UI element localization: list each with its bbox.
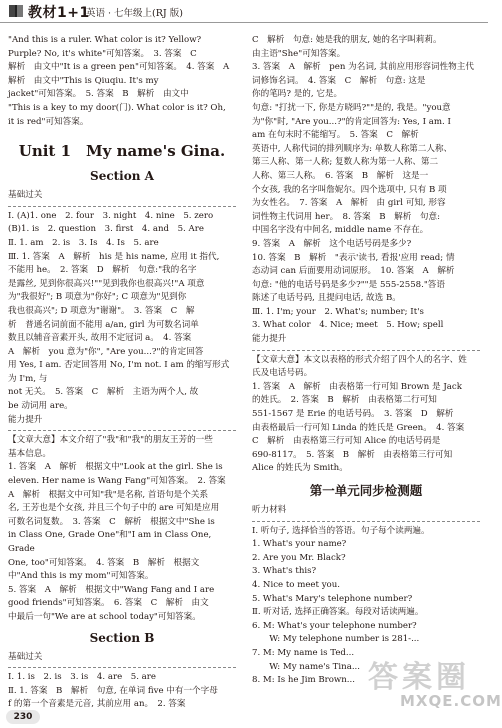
text-line: 7. M: My name is Ted... — [252, 647, 355, 658]
text-line: 3. What color 4. Nice; meet 5. How; spell — [252, 320, 444, 331]
subsection-label: 听力材料 — [252, 505, 287, 515]
text-line: 用 Yes, I am. 否定回答用 No, I'm not. I am 的缩写形式为 I'm, 与 — [8, 360, 230, 384]
test-title: 第一单元同步检测题 — [309, 483, 423, 498]
section-title: Section A — [90, 169, 154, 184]
section-title: Section B — [89, 630, 155, 645]
text-line: W: My telephone number is 281-... — [252, 634, 420, 645]
text-line: 中"And this is my mom"可知答案。 — [8, 571, 154, 582]
text-line: 为"你"时, "Are you...?"的肯定回答为: Yes, I am. I — [252, 116, 451, 127]
text-line: 析 普通名词前面不能用 a/an, girl 为可数名词单 — [8, 319, 199, 330]
text-line: 【文章大意】本文以表格的形式介绍了四个人的名字、姓 — [252, 354, 467, 365]
text-line: 1. 答案 A 解析 根据文中"Look at the girl. She is — [8, 462, 223, 473]
right-column — [252, 34, 480, 688]
text-line: 个女孩, 我的名字叫詹妮尔。四个选项中, 只有 B 项 — [252, 184, 447, 195]
text-line: am 在句末时不能缩写。 5. 答案 C 解析 — [252, 130, 419, 141]
text-line: Alice 的姓氏为 Smith。 — [252, 463, 348, 474]
text-line: 是露丝, 见到你很高兴!""见到我你也很高兴!"A 项意 — [8, 278, 205, 289]
text-line: 8. M: Is he Jim Brown... — [252, 675, 356, 686]
text-line: A 解析 you 意为"你", "Are you...?"的肯定回答 — [8, 346, 204, 357]
text-line: 6. M: What's your telephone number? — [252, 620, 417, 631]
text-line: eleven. Her name is Wang Fang"可知答案。 2. 答案 — [8, 476, 226, 487]
divider — [252, 350, 480, 351]
text-line: 陈述了电话号码, 且提问电话, 故选 B。 — [252, 293, 401, 304]
text-line: 551-1567 是 Erie 的电话号码。 3. 答案 D 解析 — [252, 409, 454, 420]
text-line: 英语中, 人称代词的排列顺序为: 单数人称第二人称、 — [252, 143, 453, 154]
text-line: 由主语"She"可知答案。 — [252, 48, 346, 59]
text-line: 5. What's Mary's telephone number? — [252, 593, 413, 604]
text-line: 9. 答案 A 解析 这个电话号码是多少? — [252, 238, 412, 249]
text-line: 的姓氏。 2. 答案 B 解析 由表格第二行可知 — [252, 395, 437, 406]
text-line: 可数名词复数。 3. 答案 C 解析 根据文中"She is — [8, 516, 215, 527]
page-number: 230 — [6, 710, 40, 724]
text-line: 不能用 he。 2. 答案 D 解析 句意:"我的名字 — [8, 265, 197, 276]
brand-title: 教材1+1 — [28, 5, 90, 21]
text-line: 中国名字没有中间名, middle name 不存在。 — [252, 225, 429, 236]
text-line: Ⅰ. (A)1. one 2. four 3. night 4. nine 5. zero — [8, 210, 214, 221]
text-line: 3. 答案 A 解析 pen 为名词, 其前应用形容词性物主代 — [252, 62, 474, 73]
text-line: C 解析 由表格第三行可知 Alice 的电话号码是 — [252, 436, 441, 447]
text-line: Ⅲ. 1. I'm; your 2. What's; number; It's — [252, 306, 424, 317]
text-line: 词性物主代词用 her。 8. 答案 B 解析 句意: — [252, 211, 440, 222]
subsection-label: 能力提升 — [8, 414, 43, 425]
book-logo-icon — [8, 3, 24, 19]
text-line: Purple? No, it's white"可知答案。 3. 答案 C — [8, 48, 197, 59]
watermark-logo: 答案圈 — [368, 660, 470, 695]
text-line: 4. Nice to meet you. — [252, 579, 340, 590]
unit-title: Unit 1 My name's Gina. — [18, 142, 226, 161]
text-line: Ⅱ. 听对话, 选择正确答案。每段对话读两遍。 — [252, 607, 424, 618]
text-line: (B)1. is 2. question 3. first 4. and 5. Are — [8, 224, 204, 235]
text-line: 你的笔吗? 是的, 它是。 — [252, 89, 343, 100]
text-line: 第三人称、第一人称; 复数人称为第一人称、第二 — [252, 157, 439, 168]
text-line: 为"我很好"; B 项意为"你好"; C 项意为"见到你 — [8, 292, 187, 303]
text-line: 氏及电话号码。 — [252, 368, 313, 379]
text-line: not 无关。 5. 答案 C 解析 主语为两个人, 故 — [8, 387, 199, 398]
text-line: "And this is a ruler. What color is it? Yellow? — [8, 35, 202, 45]
text-line: One, too"可知答案。 4. 答案 B 解析 根据文 — [8, 557, 200, 568]
left-column — [8, 34, 236, 712]
text-line: Ⅱ. 1. am 2. is 3. Is 4. Is 5. are — [8, 237, 159, 248]
divider — [8, 206, 236, 207]
text-line: f 的第一个音素是元音, 其前应用 an。 2. 答案 — [8, 699, 186, 710]
divider — [252, 521, 480, 522]
text-line: Ⅲ. 1. 答案 A 解析 his 是 his name, 应用 it 指代, — [8, 251, 220, 262]
subject-label: 英语 · 七年级上(RJ 版) — [86, 8, 183, 19]
text-line: 基本信息。 — [8, 448, 51, 459]
text-line: "This is a key to my door(门). What color is it? Oh, — [8, 102, 226, 113]
text-line: 由表格最后一行可知 Linda 的姓氏是 Green。 4. 答案 — [252, 422, 465, 433]
text-line: 2. Are you Mr. Black? — [252, 552, 346, 563]
text-line: 句意: "他的电话号码是多少?""是 555-2558."答语 — [252, 279, 445, 290]
text-line: A 解析 根据文中可知"我"是名称, 首语句是个关系 — [8, 489, 209, 500]
subsection-label: 基础过关 — [8, 651, 43, 662]
text-line: 3. What's this? — [252, 566, 317, 577]
text-line: 5. 答案 A 解析 根据文中"Wang Fang and I are — [8, 584, 215, 595]
text-line: 态动词 can 后面要用动词原形。 10. 答案 A 解析 — [252, 266, 455, 277]
subsection-label: 能力提升 — [252, 334, 287, 345]
text-line: good friends"可知答案。 6. 答案 C 解析 由文 — [8, 598, 209, 609]
text-line: 词修饰名词。 4. 答案 C 解析 句意: 这是 — [252, 75, 426, 86]
text-line: 我也很高兴"; D 项意为"谢谢"。 3. 答案 C 解 — [8, 305, 195, 316]
text-line: 解析 由文中"This is Qiuqiu. It's my — [8, 75, 159, 86]
text-line: jacket"可知答案。 5. 答案 B 解析 由文中 — [8, 89, 189, 100]
divider — [8, 430, 236, 431]
text-line: C 解析 句意: 她是我的朋友, 她的名字叫莉莉。 — [252, 35, 442, 45]
text-line: Ⅱ. 1. 答案 B 解析 句意, 在单词 five 中有一个字母 — [8, 685, 218, 696]
text-line: in Class One, Grade One"和"I am in Class One, Grade — [8, 530, 212, 554]
text-line: W: My name's Tina... — [252, 661, 361, 672]
text-line: it is red"可知答案。 — [8, 116, 89, 127]
text-line: 【文章大意】本文介绍了"我"和"我"的朋友王芳的一些 — [8, 435, 213, 446]
subsection-label: 基础过关 — [8, 190, 43, 201]
text-line: 解析 由文中"It is a green pen"可知答案。 4. 答案 A — [8, 62, 230, 73]
text-line: 690-8117。 5. 答案 B 解析 由表格第三行可知 — [252, 449, 453, 460]
text-line: 10. 答案 B 解析 "表示'读书, 看报'应用 read; 情 — [252, 252, 455, 263]
page-header — [0, 0, 488, 23]
text-line: 名, 王芳也是个女孩, 并且三个句子中的 are 可知是应用 — [8, 503, 220, 514]
text-line: 中最后一句"We are at school today"可知答案。 — [8, 611, 201, 622]
text-line: 数且以辅音音素开头, 故用不定冠词 a。 4. 答案 — [8, 333, 192, 344]
watermark-site: MXQE.COM — [400, 692, 502, 710]
text-line: 人称、第三人称。 6. 答案 B 解析 这是一 — [252, 170, 429, 181]
text-line: Ⅰ. 1. is 2. is 3. is 4. are 5. are — [8, 672, 156, 683]
text-line: Ⅰ. 听句子, 选择恰当的答语。句子每个读两遍。 — [252, 525, 430, 536]
text-line: 句意: "打扰一下, 你是方晓吗?""是的, 我是。"you意 — [252, 102, 451, 113]
text-line: be 动词用 are。 — [8, 401, 73, 412]
divider — [8, 667, 236, 668]
text-line: 为女性名。 7. 答案 A 解析 由 girl 可知, 形容 — [252, 198, 446, 209]
text-line: 1. What's your name? — [252, 539, 347, 550]
text-line: 1. 答案 A 解析 由表格第一行可知 Brown 是 Jack — [252, 381, 462, 392]
